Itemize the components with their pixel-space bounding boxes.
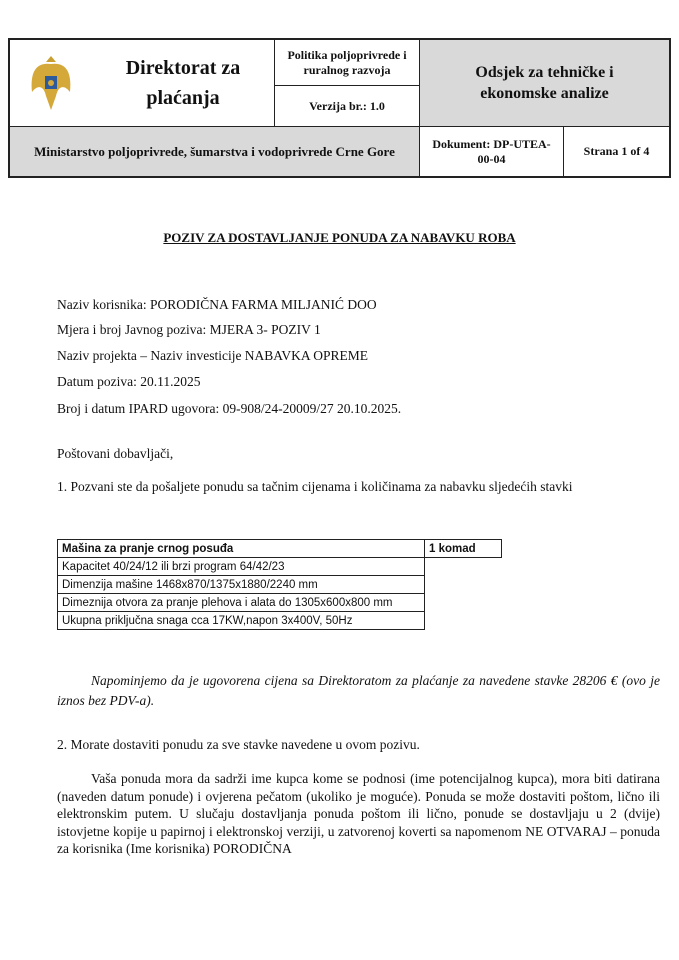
field-contract: Broj i datum IPARD ugovora: 09-908/24-20009/27 20.10.2025. <box>57 401 402 416</box>
table-row <box>58 594 502 612</box>
coat-of-arms-icon <box>26 52 76 114</box>
price-note: Napominjemo da je ugovorena cijena sa Direktoratom za plaćanje za navedene stavke 28206 € (ovo je iznos bez PDV-a). <box>57 673 660 708</box>
spec-cell: Dimenzija mašine 1468x870/1375x1880/2240 mm <box>58 576 425 594</box>
policy-cell: Politika poljoprivrede i ruralnog razvoja <box>275 40 420 86</box>
items-table <box>57 539 502 630</box>
spec-cell: Dimeznija otvora za pranje plehova i alata do 1305x600x800 mm <box>58 594 425 612</box>
page-cell: Strana 1 of 4 <box>564 126 669 176</box>
table-row <box>58 612 502 630</box>
empty-cell <box>425 558 502 576</box>
greeting: Poštovani dobavljači, <box>57 446 174 461</box>
table-row <box>58 558 502 576</box>
field-date: Datum poziva: 20.11.2025 <box>57 374 201 389</box>
version-cell: Verzija br.: 1.0 <box>275 86 420 126</box>
table-row <box>58 540 502 558</box>
spec-cell: Ukupna priključna snaga cca 17KW,napon 3x400V, 50Hz <box>58 612 425 630</box>
empty-cell <box>425 594 502 612</box>
submission-paragraph: Vaša ponuda mora da sadrži ime kupca kome se podnosi (ime potencijalnog kupca), mora biti datirana (naveden datum ponude) i ovjerena pečatom (ukoliko je moguće). Ponuda se može dostaviti poštom, lično ili elektronskim putem. U slučaju dostavljanja ponuda poštom ili lično, ponude se dostavljaju u 2 (dvije) istovjetne kopije u papirnoj i elektronskoj verziji, u zatvorenoj koverti sa napomenom NE OTVARAJ – ponuda za korisnika (Ime korisnika) PORODIČNA <box>57 771 660 856</box>
item-name: Mašina za pranje crnog posuđa <box>58 540 425 558</box>
department-cell: Odsjek za tehničke i ekonomske analize <box>420 40 669 126</box>
field-project: Naziv projekta – Naziv investicije NABAVKA OPREME <box>57 348 368 363</box>
field-measure: Mjera i broj Javnog poziva: MJERA 3- POZIV 1 <box>57 322 321 337</box>
item-2: 2. Morate dostaviti ponudu za sve stavke navedene u ovom pozivu. <box>57 737 420 752</box>
spec-cell: Kapacitet 40/24/12 ili brzi program 64/42/23 <box>58 558 425 576</box>
item-quantity: 1 komad <box>425 540 502 558</box>
ministry-cell: Ministarstvo poljoprivrede, šumarstva i vodoprivrede Crne Gore <box>10 126 420 176</box>
empty-cell <box>425 612 502 630</box>
document-header <box>8 38 671 178</box>
table-row <box>58 576 502 594</box>
document-title: POZIV ZA DOSTAVLJANJE PONUDA ZA NABAVKU ROBA <box>163 230 516 245</box>
item-1: 1. Pozvani ste da pošaljete ponudu sa tačnim cijenama i količinama za nabavku sljedećih stavki <box>57 479 573 494</box>
field-beneficiary: Naziv korisnika: PORODIČNA FARMA MILJANIĆ DOO <box>57 297 377 312</box>
org-title: Direktorat za plaćanja <box>125 57 241 109</box>
document-cell: Dokument: DP-UTEA-00-04 <box>420 126 564 176</box>
empty-cell <box>425 576 502 594</box>
logo-cell <box>10 40 275 126</box>
